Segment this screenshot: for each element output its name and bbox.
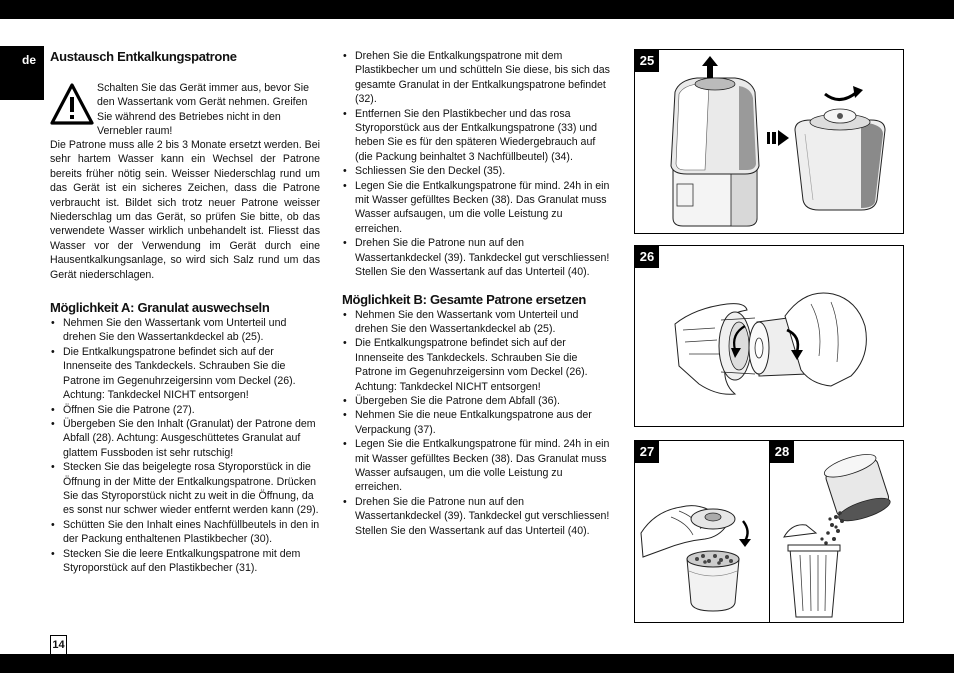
list-item: • Übergeben Sie die Patrone dem Abfall (36). (342, 394, 612, 408)
list-item: • Schliessen Sie den Deckel (35). (342, 164, 612, 178)
dispose-granulate-illustration (770, 441, 905, 624)
list-item: • Öffnen Sie die Patrone (27). (50, 403, 320, 417)
warning-block (50, 65, 320, 138)
column-middle (342, 49, 612, 538)
list-item: • Stecken Sie die leere Entkalkungspatrone mit dem Styroporstück auf den Plastikbecher (31). (50, 547, 320, 576)
unscrew-cartridge-illustration (635, 246, 905, 428)
figure-26 (634, 245, 904, 427)
figure-number: 28 (770, 441, 794, 463)
list-item: • Nehmen Sie die neue Entkalkungspatrone aus der Verpackung (37). (342, 408, 612, 437)
section-title-cartridge: Austausch Entkalkungspatrone (50, 49, 237, 64)
figure-27 (634, 440, 770, 623)
list-item: • Legen Sie die Entkalkungspatrone für mind. 24h in ein mit Wasser gefülltes Becken (38). Das Granulat muss Wasser aufsaugen, um die volle Leistung zu erreichen. (342, 179, 612, 237)
list-item: • Nehmen Sie den Wassertank vom Unterteil und drehen Sie den Wassertankdeckel ab (25). (342, 308, 612, 337)
figure-25 (634, 49, 904, 234)
list-item: • Entfernen Sie den Plastikbecher und das rosa Styroporstück aus der Entkalkungspatrone (33) und heben Sie es für den späteren Wiedergebrauch auf (die Packung beinhaltet 3 Nachfüllbeutel) (34). (342, 107, 612, 165)
list-item: • Drehen Sie die Patrone nun auf den Wassertankdeckel (39). Tankdeckel gut verschliessen! Stellen Sie den Wassertank auf das Unterteil (40). (342, 495, 612, 538)
option-a-list (50, 316, 320, 575)
warning-icon (50, 83, 94, 125)
list-item: • Nehmen Sie den Wassertank vom Unterteil und drehen Sie den Wassertankdeckel ab (25). (50, 316, 320, 345)
open-cartridge-illustration (635, 441, 771, 624)
list-item: • Schütten Sie den Inhalt eines Nachfüllbeutels in den in der Packung enthaltenen Plastikbecher (30). (50, 518, 320, 547)
list-item: • Drehen Sie die Entkalkungspatrone mit dem Plastikbecher um und schütteln Sie diese, bis sich das gesamte Granulat in der Entkalkungspatrone befindet (32). (342, 49, 612, 107)
figure-number: 26 (635, 246, 659, 268)
figure-28 (769, 440, 904, 623)
option-a-title: Möglichkeit A: Granulat auswechseln (50, 300, 270, 316)
top-bar (0, 0, 954, 19)
column-left (50, 49, 320, 575)
option-b-title: Möglichkeit B: Gesamte Patrone ersetzen (342, 291, 587, 307)
page-number: 14 (50, 635, 67, 654)
list-item: • Drehen Sie die Patrone nun auf den Wassertankdeckel (39). Tankdeckel gut verschliessen! Stellen Sie den Wassertank auf das Unterteil (40). (342, 236, 612, 279)
bottom-bar (0, 654, 954, 673)
list-item: • Stecken Sie das beigelegte rosa Styroporstück in die Öffnung in der Mitte der Entkalkungspatrone. Drücken Sie das Styroporstück nicht zu weit in die Öffnung, da es sonst nur schwer wieder entfernt werden kann (29). (50, 460, 320, 518)
figure-number: 25 (635, 50, 659, 72)
language-tab-label: de (22, 53, 37, 67)
warning-text: Schalten Sie das Gerät immer aus, bevor Sie den Wassertank vom Gerät nehmen. Greifen Sie während des Betriebes nicht in den Vernebler raum! (97, 82, 309, 138)
option-b-list (342, 308, 612, 539)
humidifier-tank-illustration (635, 50, 905, 235)
option-a-list-continued (342, 49, 612, 280)
list-item: • Die Entkalkungspatrone befindet sich auf der Innenseite des Tankdeckels. Schrauben Sie die Patrone im Gegenuhrzeigersinn vom Deckel (26). Achtung: Tankdeckel NICHT entsorgen! (50, 345, 320, 403)
list-item: • Übergeben Sie den Inhalt (Granulat) der Patrone dem Abfall (28). Achtung: Ausgeschüttetes Granulat auf glattem Fussboden ist sehr rutschig! (50, 417, 320, 460)
list-item: • Legen Sie die Entkalkungspatrone für mind. 24h in ein mit Wasser gefülltes Becken (38). Das Granulat muss Wasser aufsaugen, um die volle Leistung zu erreichen. (342, 437, 612, 495)
intro-paragraph: Die Patrone muss alle 2 bis 3 Monate ersetzt werden. Bei sehr hartem Wasser kann ein Wechsel der Patrone bereits früher nötig sein. Weisser Niederschlag rund um das Gerät ist ein sicheres Zeichen, dass die Patrone verbraucht ist. Bildet sich trotz neuer Patrone weisser Niederschlag um das Gerät, so prüfen Sie bitte, ob das verwendete Wasser wirklich unbehandelt ist. Fliesst das Wasser vor der Verwendung im Gerät durch eine Hausentkalkungsanlage, so wird sich Salz rund um das Gerät niederschlagen. (50, 139, 320, 281)
list-item: • Die Entkalkungspatrone befindet sich auf der Innenseite des Tankdeckels. Schrauben Sie die Patrone im Gegenuhrzeigersinn vom Deckel (26). Achtung: Tankdeckel NICHT entsorgen! (342, 336, 612, 394)
figure-number: 27 (635, 441, 659, 463)
